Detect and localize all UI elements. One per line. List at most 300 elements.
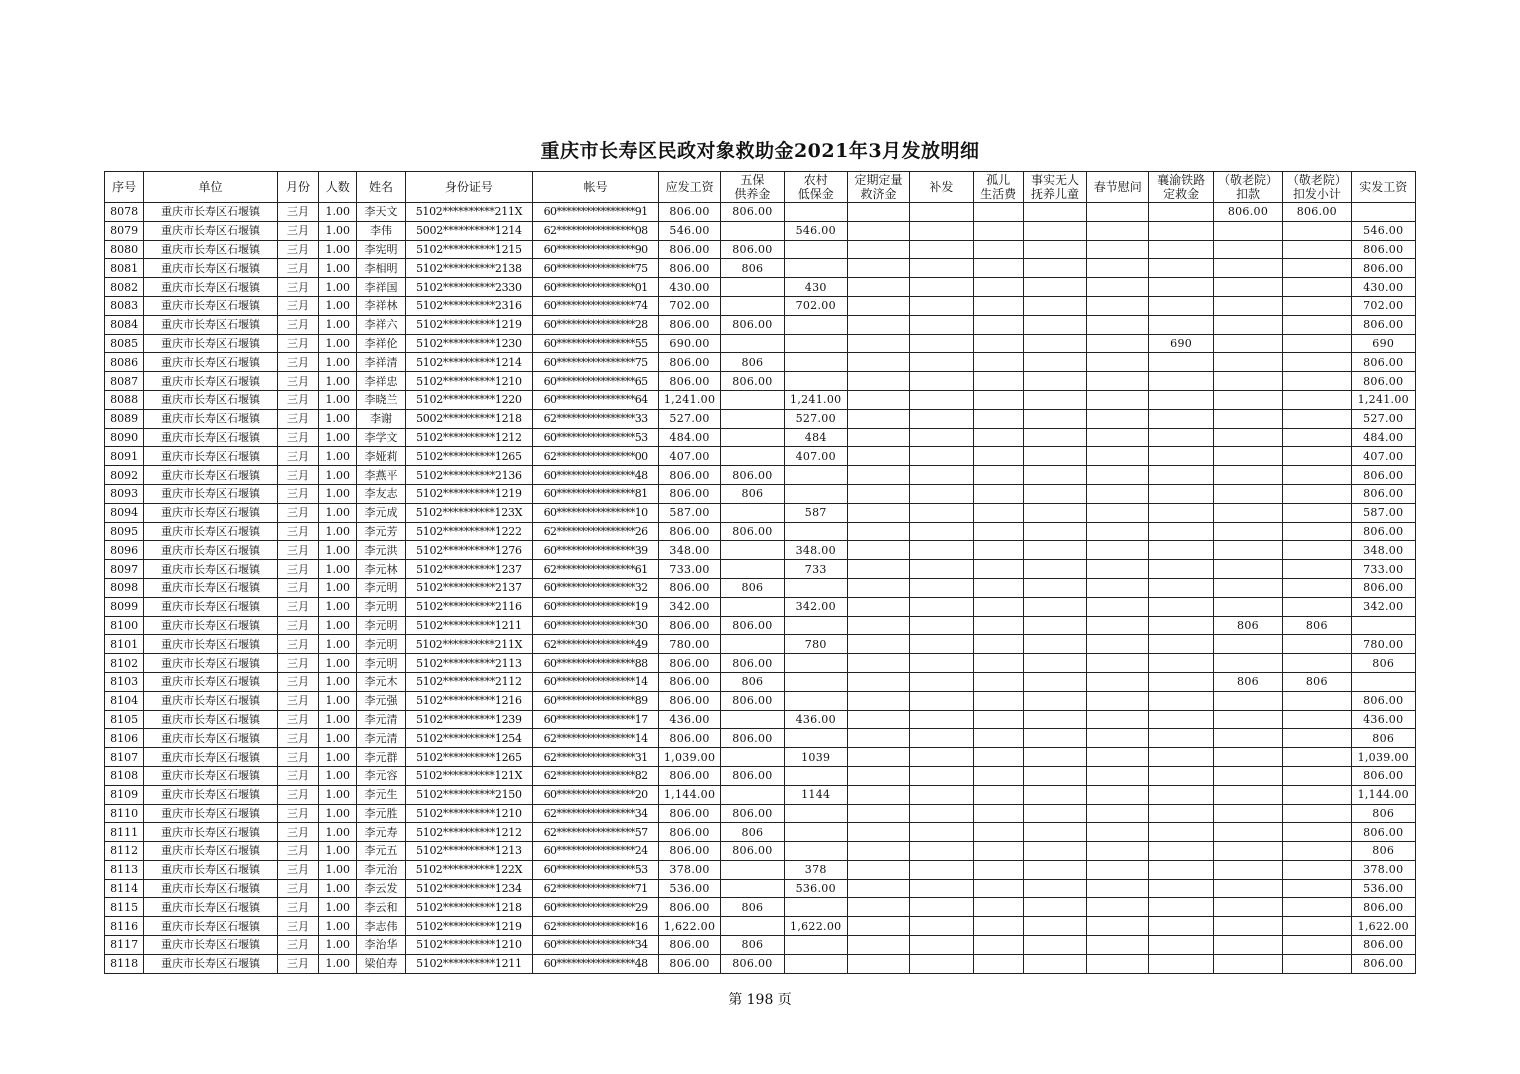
cell-nursing-home-deduction xyxy=(1213,259,1282,278)
cell-unsupported-child xyxy=(1023,860,1086,879)
table-row xyxy=(105,898,1416,917)
cell-nursing-home-subtotal xyxy=(1283,390,1351,409)
cell-count: 1.00 xyxy=(319,203,357,222)
cell-xiangyu-railway xyxy=(1149,654,1213,673)
cell-xiangyu-railway xyxy=(1149,616,1213,635)
cell-spring-festival xyxy=(1087,879,1149,898)
cell-nursing-home-deduction xyxy=(1213,691,1282,710)
cell-month: 三月 xyxy=(277,616,318,635)
cell-orphan-allowance xyxy=(973,954,1023,973)
cell-net-pay: 806.00 xyxy=(1351,315,1415,334)
cell-net-pay: 806.00 xyxy=(1351,372,1415,391)
cell-regular-relief xyxy=(847,654,909,673)
cell-name: 梁伯寿 xyxy=(357,954,405,973)
cell-gross-pay: 806.00 xyxy=(658,691,720,710)
cell-seq: 8115 xyxy=(105,898,144,917)
cell-gross-pay: 780.00 xyxy=(658,635,720,654)
table-row xyxy=(105,503,1416,522)
cell-rural-dibao xyxy=(784,672,847,691)
column-header: （敬老院） 扣款 xyxy=(1213,172,1282,203)
cell-spring-festival xyxy=(1087,541,1149,560)
cell-orphan-allowance xyxy=(973,879,1023,898)
table-row xyxy=(105,635,1416,654)
cell-spring-festival xyxy=(1087,936,1149,955)
cell-xiangyu-railway xyxy=(1149,560,1213,579)
cell-wubao-support: 806.00 xyxy=(721,954,784,973)
table-row xyxy=(105,672,1416,691)
cell-unsupported-child xyxy=(1023,898,1086,917)
cell-account: 60****************53 xyxy=(533,860,659,879)
cell-regular-relief xyxy=(847,578,909,597)
cell-unit: 重庆市长寿区石堰镇 xyxy=(144,203,278,222)
cell-xiangyu-railway xyxy=(1149,823,1213,842)
column-header: 月份 xyxy=(277,172,318,203)
cell-month: 三月 xyxy=(277,748,318,767)
cell-nursing-home-subtotal: 806.00 xyxy=(1283,203,1351,222)
cell-name: 李治华 xyxy=(357,936,405,955)
cell-id-number: 5102**********1213 xyxy=(405,842,533,861)
cell-seq: 8103 xyxy=(105,672,144,691)
cell-nursing-home-deduction xyxy=(1213,447,1282,466)
cell-xiangyu-railway xyxy=(1149,766,1213,785)
cell-orphan-allowance xyxy=(973,428,1023,447)
cell-name: 李祥六 xyxy=(357,315,405,334)
cell-wubao-support xyxy=(721,428,784,447)
cell-orphan-allowance xyxy=(973,203,1023,222)
cell-orphan-allowance xyxy=(973,409,1023,428)
cell-month: 三月 xyxy=(277,785,318,804)
cell-count: 1.00 xyxy=(319,804,357,823)
cell-month: 三月 xyxy=(277,578,318,597)
cell-count: 1.00 xyxy=(319,447,357,466)
cell-spring-festival xyxy=(1087,372,1149,391)
cell-unit: 重庆市长寿区石堰镇 xyxy=(144,729,278,748)
cell-name: 李友志 xyxy=(357,484,405,503)
cell-wubao-support: 806.00 xyxy=(721,315,784,334)
cell-unsupported-child xyxy=(1023,879,1086,898)
cell-unit: 重庆市长寿区石堰镇 xyxy=(144,484,278,503)
cell-id-number: 5102**********1211 xyxy=(405,616,533,635)
cell-xiangyu-railway xyxy=(1149,954,1213,973)
cell-count: 1.00 xyxy=(319,860,357,879)
cell-name: 李元明 xyxy=(357,616,405,635)
column-header: 姓名 xyxy=(357,172,405,203)
cell-count: 1.00 xyxy=(319,278,357,297)
cell-nursing-home-subtotal xyxy=(1283,259,1351,278)
cell-orphan-allowance xyxy=(973,635,1023,654)
cell-account: 62****************08 xyxy=(533,221,659,240)
cell-id-number: 5102**********122X xyxy=(405,860,533,879)
cell-gross-pay: 806.00 xyxy=(658,203,720,222)
cell-net-pay: 806.00 xyxy=(1351,936,1415,955)
cell-gross-pay: 430.00 xyxy=(658,278,720,297)
header-row xyxy=(105,172,1416,203)
cell-net-pay: 806.00 xyxy=(1351,353,1415,372)
cell-back-pay xyxy=(910,484,973,503)
cell-gross-pay: 806.00 xyxy=(658,578,720,597)
cell-count: 1.00 xyxy=(319,541,357,560)
cell-nursing-home-deduction xyxy=(1213,748,1282,767)
cell-id-number: 5102**********2137 xyxy=(405,578,533,597)
cell-name: 李元生 xyxy=(357,785,405,804)
cell-month: 三月 xyxy=(277,353,318,372)
cell-wubao-support xyxy=(721,278,784,297)
cell-spring-festival xyxy=(1087,221,1149,240)
cell-count: 1.00 xyxy=(319,635,357,654)
cell-xiangyu-railway xyxy=(1149,240,1213,259)
cell-month: 三月 xyxy=(277,484,318,503)
cell-id-number: 5102**********211X xyxy=(405,203,533,222)
cell-count: 1.00 xyxy=(319,823,357,842)
cell-unsupported-child xyxy=(1023,334,1086,353)
column-header: 单位 xyxy=(144,172,278,203)
cell-gross-pay: 806.00 xyxy=(658,729,720,748)
table-row xyxy=(105,879,1416,898)
cell-back-pay xyxy=(910,748,973,767)
cell-wubao-support: 806.00 xyxy=(721,522,784,541)
cell-count: 1.00 xyxy=(319,409,357,428)
cell-name: 李元容 xyxy=(357,766,405,785)
cell-rural-dibao: 430 xyxy=(784,278,847,297)
cell-wubao-support: 806 xyxy=(721,259,784,278)
cell-seq: 8098 xyxy=(105,578,144,597)
cell-unsupported-child xyxy=(1023,296,1086,315)
cell-rural-dibao xyxy=(784,729,847,748)
cell-back-pay xyxy=(910,372,973,391)
cell-name: 李元明 xyxy=(357,597,405,616)
cell-seq: 8108 xyxy=(105,766,144,785)
cell-account: 60****************81 xyxy=(533,484,659,503)
cell-spring-festival xyxy=(1087,842,1149,861)
cell-nursing-home-deduction xyxy=(1213,484,1282,503)
cell-rural-dibao xyxy=(784,259,847,278)
cell-wubao-support: 806 xyxy=(721,578,784,597)
cell-account: 60****************19 xyxy=(533,597,659,616)
cell-unsupported-child xyxy=(1023,954,1086,973)
cell-name: 李元林 xyxy=(357,560,405,579)
cell-unsupported-child xyxy=(1023,522,1086,541)
cell-nursing-home-deduction xyxy=(1213,917,1282,936)
cell-nursing-home-deduction xyxy=(1213,409,1282,428)
cell-id-number: 5102**********123X xyxy=(405,503,533,522)
cell-account: 60****************48 xyxy=(533,466,659,485)
cell-name: 李祥清 xyxy=(357,353,405,372)
cell-xiangyu-railway xyxy=(1149,428,1213,447)
cell-regular-relief xyxy=(847,203,909,222)
cell-net-pay: 378.00 xyxy=(1351,860,1415,879)
table-row xyxy=(105,334,1416,353)
table-row xyxy=(105,221,1416,240)
cell-net-pay: 702.00 xyxy=(1351,296,1415,315)
cell-count: 1.00 xyxy=(319,785,357,804)
cell-xiangyu-railway xyxy=(1149,748,1213,767)
cell-month: 三月 xyxy=(277,936,318,955)
cell-orphan-allowance xyxy=(973,936,1023,955)
cell-rural-dibao: 527.00 xyxy=(784,409,847,428)
cell-nursing-home-subtotal xyxy=(1283,221,1351,240)
cell-back-pay xyxy=(910,334,973,353)
cell-name: 李志伟 xyxy=(357,917,405,936)
cell-seq: 8117 xyxy=(105,936,144,955)
cell-gross-pay: 806.00 xyxy=(658,315,720,334)
cell-orphan-allowance xyxy=(973,221,1023,240)
cell-wubao-support xyxy=(721,710,784,729)
cell-name: 李元寿 xyxy=(357,823,405,842)
cell-count: 1.00 xyxy=(319,672,357,691)
cell-name: 李元强 xyxy=(357,691,405,710)
cell-name: 李祥林 xyxy=(357,296,405,315)
cell-unit: 重庆市长寿区石堰镇 xyxy=(144,278,278,297)
cell-gross-pay: 702.00 xyxy=(658,296,720,315)
cell-month: 三月 xyxy=(277,278,318,297)
cell-id-number: 5102**********1212 xyxy=(405,428,533,447)
cell-rural-dibao: 780 xyxy=(784,635,847,654)
cell-seq: 8111 xyxy=(105,823,144,842)
cell-orphan-allowance xyxy=(973,672,1023,691)
cell-rural-dibao xyxy=(784,203,847,222)
cell-seq: 8113 xyxy=(105,860,144,879)
cell-count: 1.00 xyxy=(319,597,357,616)
cell-unsupported-child xyxy=(1023,691,1086,710)
cell-regular-relief xyxy=(847,616,909,635)
cell-month: 三月 xyxy=(277,503,318,522)
cell-xiangyu-railway xyxy=(1149,315,1213,334)
cell-month: 三月 xyxy=(277,541,318,560)
cell-unsupported-child xyxy=(1023,936,1086,955)
cell-account: 62****************71 xyxy=(533,879,659,898)
cell-rural-dibao: 484 xyxy=(784,428,847,447)
cell-wubao-support: 806.00 xyxy=(721,466,784,485)
cell-orphan-allowance xyxy=(973,278,1023,297)
table-row xyxy=(105,691,1416,710)
cell-name: 李云发 xyxy=(357,879,405,898)
cell-nursing-home-subtotal: 806 xyxy=(1283,616,1351,635)
cell-spring-festival xyxy=(1087,259,1149,278)
cell-id-number: 5102**********1214 xyxy=(405,353,533,372)
cell-spring-festival xyxy=(1087,578,1149,597)
cell-seq: 8097 xyxy=(105,560,144,579)
cell-nursing-home-deduction xyxy=(1213,578,1282,597)
cell-regular-relief xyxy=(847,390,909,409)
cell-rural-dibao: 407.00 xyxy=(784,447,847,466)
cell-unsupported-child xyxy=(1023,409,1086,428)
cell-unit: 重庆市长寿区石堰镇 xyxy=(144,616,278,635)
cell-wubao-support: 806 xyxy=(721,484,784,503)
cell-id-number: 5102**********1210 xyxy=(405,372,533,391)
cell-xiangyu-railway xyxy=(1149,484,1213,503)
cell-rural-dibao xyxy=(784,240,847,259)
cell-unit: 重庆市长寿区石堰镇 xyxy=(144,842,278,861)
cell-seq: 8084 xyxy=(105,315,144,334)
cell-id-number: 5002**********1218 xyxy=(405,409,533,428)
cell-name: 李元胜 xyxy=(357,804,405,823)
cell-gross-pay: 806.00 xyxy=(658,259,720,278)
cell-spring-festival xyxy=(1087,804,1149,823)
cell-month: 三月 xyxy=(277,729,318,748)
cell-account: 60****************28 xyxy=(533,315,659,334)
cell-month: 三月 xyxy=(277,710,318,729)
cell-rural-dibao xyxy=(784,954,847,973)
cell-seq: 8089 xyxy=(105,409,144,428)
cell-nursing-home-deduction xyxy=(1213,278,1282,297)
cell-orphan-allowance xyxy=(973,447,1023,466)
cell-account: 60****************24 xyxy=(533,842,659,861)
cell-month: 三月 xyxy=(277,654,318,673)
cell-nursing-home-subtotal xyxy=(1283,334,1351,353)
cell-unit: 重庆市长寿区石堰镇 xyxy=(144,710,278,729)
cell-nursing-home-subtotal xyxy=(1283,654,1351,673)
cell-regular-relief xyxy=(847,879,909,898)
cell-unit: 重庆市长寿区石堰镇 xyxy=(144,503,278,522)
cell-unit: 重庆市长寿区石堰镇 xyxy=(144,541,278,560)
cell-unsupported-child xyxy=(1023,259,1086,278)
cell-orphan-allowance xyxy=(973,484,1023,503)
cell-wubao-support xyxy=(721,334,784,353)
cell-orphan-allowance xyxy=(973,466,1023,485)
cell-back-pay xyxy=(910,240,973,259)
cell-xiangyu-railway xyxy=(1149,879,1213,898)
cell-wubao-support: 806.00 xyxy=(721,372,784,391)
cell-orphan-allowance xyxy=(973,259,1023,278)
cell-account: 60****************17 xyxy=(533,710,659,729)
cell-wubao-support xyxy=(721,390,784,409)
table-row xyxy=(105,278,1416,297)
cell-gross-pay: 806.00 xyxy=(658,484,720,503)
cell-count: 1.00 xyxy=(319,372,357,391)
cell-seq: 8080 xyxy=(105,240,144,259)
cell-month: 三月 xyxy=(277,259,318,278)
cell-net-pay: 806 xyxy=(1351,729,1415,748)
cell-spring-festival xyxy=(1087,278,1149,297)
document-title: 重庆市长寿区民政对象救助金2021年3月发放明细 xyxy=(540,140,980,162)
cell-nursing-home-deduction xyxy=(1213,936,1282,955)
cell-unit: 重庆市长寿区石堰镇 xyxy=(144,428,278,447)
cell-orphan-allowance xyxy=(973,616,1023,635)
cell-count: 1.00 xyxy=(319,503,357,522)
cell-count: 1.00 xyxy=(319,315,357,334)
cell-unsupported-child xyxy=(1023,710,1086,729)
cell-id-number: 5102**********2116 xyxy=(405,597,533,616)
table-row xyxy=(105,296,1416,315)
cell-gross-pay: 806.00 xyxy=(658,466,720,485)
cell-net-pay: 546.00 xyxy=(1351,221,1415,240)
table-row xyxy=(105,842,1416,861)
cell-month: 三月 xyxy=(277,296,318,315)
cell-wubao-support xyxy=(721,296,784,315)
table-row xyxy=(105,616,1416,635)
table-row xyxy=(105,447,1416,466)
cell-name: 李云和 xyxy=(357,898,405,917)
cell-net-pay: 430.00 xyxy=(1351,278,1415,297)
cell-spring-festival xyxy=(1087,503,1149,522)
cell-back-pay xyxy=(910,428,973,447)
cell-gross-pay: 806.00 xyxy=(658,654,720,673)
cell-rural-dibao xyxy=(784,578,847,597)
cell-nursing-home-subtotal xyxy=(1283,240,1351,259)
cell-back-pay xyxy=(910,203,973,222)
cell-id-number: 5002**********1214 xyxy=(405,221,533,240)
table-body xyxy=(105,203,1416,974)
cell-account: 60****************39 xyxy=(533,541,659,560)
cell-wubao-support: 806.00 xyxy=(721,842,784,861)
cell-net-pay xyxy=(1351,616,1415,635)
cell-net-pay xyxy=(1351,672,1415,691)
cell-back-pay xyxy=(910,766,973,785)
cell-month: 三月 xyxy=(277,691,318,710)
cell-net-pay: 806.00 xyxy=(1351,954,1415,973)
table-row xyxy=(105,654,1416,673)
cell-back-pay xyxy=(910,823,973,842)
cell-name: 李祥忠 xyxy=(357,372,405,391)
cell-wubao-support: 806.00 xyxy=(721,654,784,673)
cell-regular-relief xyxy=(847,447,909,466)
cell-nursing-home-subtotal xyxy=(1283,315,1351,334)
table-row xyxy=(105,710,1416,729)
cell-account: 62****************26 xyxy=(533,522,659,541)
cell-gross-pay: 1,039.00 xyxy=(658,748,720,767)
table-row xyxy=(105,560,1416,579)
cell-regular-relief xyxy=(847,635,909,654)
cell-account: 62****************33 xyxy=(533,409,659,428)
cell-xiangyu-railway xyxy=(1149,842,1213,861)
cell-unit: 重庆市长寿区石堰镇 xyxy=(144,917,278,936)
cell-back-pay xyxy=(910,804,973,823)
cell-seq: 8116 xyxy=(105,917,144,936)
cell-seq: 8079 xyxy=(105,221,144,240)
cell-wubao-support xyxy=(721,221,784,240)
cell-orphan-allowance xyxy=(973,541,1023,560)
cell-unit: 重庆市长寿区石堰镇 xyxy=(144,954,278,973)
cell-count: 1.00 xyxy=(319,842,357,861)
cell-account: 60****************55 xyxy=(533,334,659,353)
cell-rural-dibao xyxy=(784,616,847,635)
cell-net-pay: 1,144.00 xyxy=(1351,785,1415,804)
cell-nursing-home-deduction xyxy=(1213,221,1282,240)
cell-orphan-allowance xyxy=(973,353,1023,372)
cell-id-number: 5102**********1254 xyxy=(405,729,533,748)
table-row xyxy=(105,766,1416,785)
cell-count: 1.00 xyxy=(319,390,357,409)
cell-nursing-home-subtotal xyxy=(1283,785,1351,804)
cell-unit: 重庆市长寿区石堰镇 xyxy=(144,748,278,767)
cell-spring-festival xyxy=(1087,917,1149,936)
cell-count: 1.00 xyxy=(319,560,357,579)
cell-nursing-home-subtotal xyxy=(1283,428,1351,447)
cell-count: 1.00 xyxy=(319,748,357,767)
cell-net-pay: 780.00 xyxy=(1351,635,1415,654)
cell-back-pay xyxy=(910,503,973,522)
cell-unsupported-child xyxy=(1023,428,1086,447)
cell-unsupported-child xyxy=(1023,804,1086,823)
cell-seq: 8110 xyxy=(105,804,144,823)
cell-nursing-home-subtotal xyxy=(1283,484,1351,503)
cell-nursing-home-subtotal xyxy=(1283,860,1351,879)
cell-spring-festival xyxy=(1087,729,1149,748)
cell-month: 三月 xyxy=(277,203,318,222)
cell-nursing-home-subtotal xyxy=(1283,296,1351,315)
cell-name: 李元明 xyxy=(357,635,405,654)
cell-back-pay xyxy=(910,259,973,278)
cell-net-pay: 1,622.00 xyxy=(1351,917,1415,936)
cell-unsupported-child xyxy=(1023,503,1086,522)
table-row xyxy=(105,729,1416,748)
table-row xyxy=(105,597,1416,616)
cell-id-number: 5102**********1219 xyxy=(405,917,533,936)
cell-account: 60****************88 xyxy=(533,654,659,673)
cell-xiangyu-railway xyxy=(1149,296,1213,315)
cell-rural-dibao xyxy=(784,334,847,353)
cell-seq: 8112 xyxy=(105,842,144,861)
